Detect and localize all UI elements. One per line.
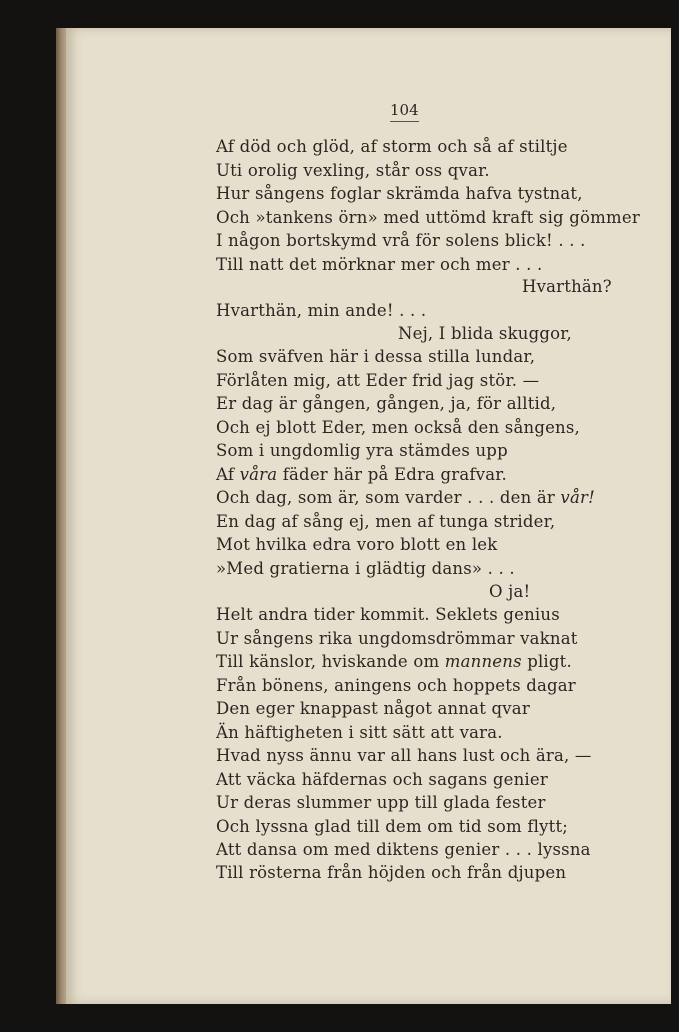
poem-line: Att dansa om med diktens genier . . . lyssna	[216, 840, 591, 859]
poem-line: Ur sångens rika ungdomsdrömmar vaknat	[216, 629, 578, 648]
poem-line	[216, 488, 595, 507]
poem-line: Hvarthän, min ande! . . .	[216, 301, 427, 320]
poem-line: Och lyssna glad till dem om tid som flytt;	[216, 817, 569, 836]
poem-line: Nej, I blida skuggor,	[398, 324, 573, 343]
poem-line: Uti orolig vexling, står oss qvar.	[216, 161, 490, 180]
poem-line: Af död och glöd, af storm och så af stiltje	[216, 137, 568, 156]
poem-line: Er dag är gången, gången, ja, för alltid,	[216, 394, 557, 413]
line-text: pligt.	[521, 652, 572, 671]
poem-line: Hvarthän?	[522, 277, 612, 296]
poem-line: Helt andra tider kommit. Seklets genius	[216, 605, 560, 624]
poem-line	[216, 465, 507, 484]
page-number: 104	[390, 101, 419, 122]
poem-line: O ja!	[489, 582, 531, 601]
line-text: Af	[216, 465, 240, 484]
poem-line: En dag af sång ej, men af tunga strider,	[216, 512, 556, 531]
poem-line: I någon bortskymd vrå för solens blick! . . .	[216, 231, 586, 250]
poem-line: Förlåten mig, att Eder frid jag stör. —	[216, 371, 540, 390]
poem-line: Mot hvilka edra voro blott en lek	[216, 535, 498, 554]
poem-line: Att väcka häfdernas och sagans genier	[216, 770, 548, 789]
line-text: Och dag, som är, som varder . . . den är	[216, 488, 561, 507]
poem-line: Hvad nyss ännu var all hans lust och ära, —	[216, 746, 592, 765]
poem-line: »Med gratierna i glädtig dans» . . .	[216, 559, 515, 578]
poem-line: Till rösterna från höjden och från djupen	[216, 863, 567, 882]
line-text: fäder här på Edra grafvar.	[277, 465, 508, 484]
poem-line: Till natt det mörknar mer och mer . . .	[216, 255, 543, 274]
poem-line: Än häftigheten i sitt sätt att vara.	[216, 723, 503, 742]
poem-line	[216, 652, 572, 671]
poem-line: Den eger knappast något annat qvar	[216, 699, 530, 718]
poem-line: Och ej blott Eder, men också den sångens,	[216, 418, 580, 437]
poem-line: Som i ungdomlig yra stämdes upp	[216, 441, 508, 460]
poem-line: Hur sångens foglar skrämda hafva tystnat,	[216, 184, 583, 203]
poem-line: Och »tankens örn» med uttömd kraft sig gömmer	[216, 208, 640, 227]
line-text: Till känslor, hviskande om	[216, 652, 445, 671]
poem-line: Från bönens, aningens och hoppets dagar	[216, 676, 576, 695]
poem-line: Som sväfven här i dessa stilla lundar,	[216, 347, 536, 366]
poem-line: Ur deras slummer upp till glada fester	[216, 793, 546, 812]
emphasis-text: våra	[239, 465, 278, 484]
emphasis-text: mannens	[444, 652, 522, 671]
emphasis-text: vår!	[560, 488, 595, 507]
